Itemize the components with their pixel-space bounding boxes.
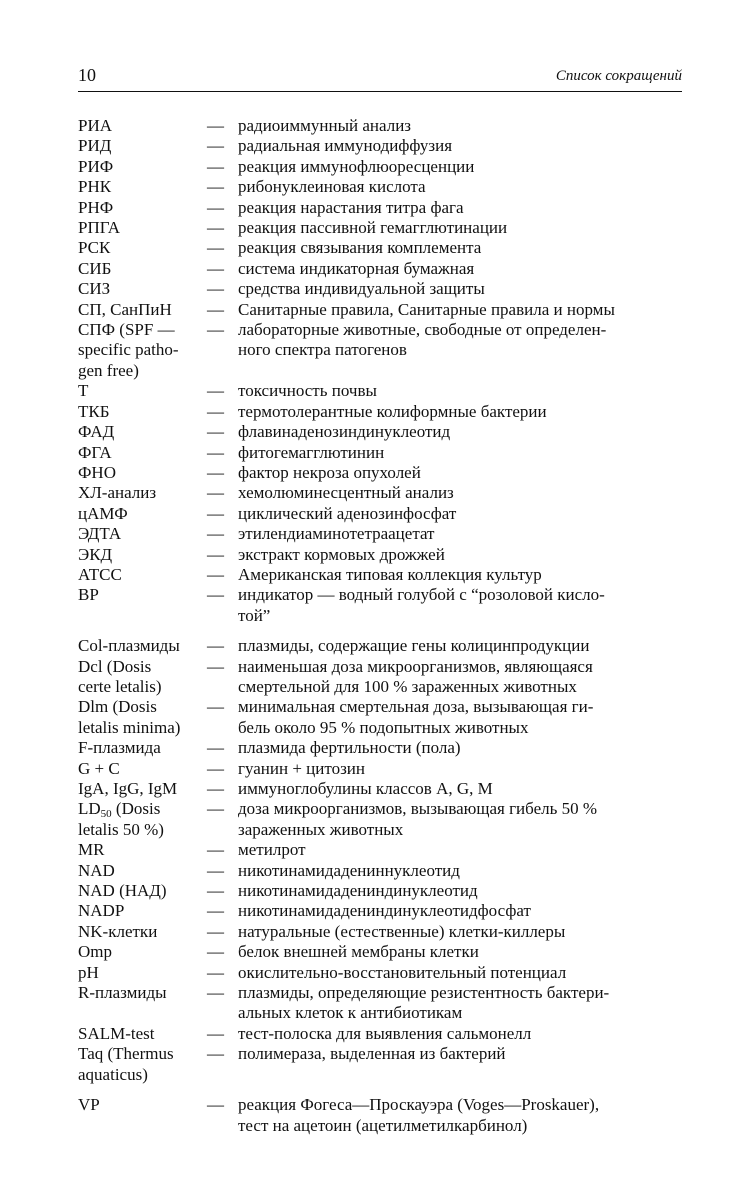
entry-dash: — xyxy=(207,656,224,676)
entry-dash: — xyxy=(207,921,224,941)
abbreviation-term: IgA, IgG, IgM xyxy=(78,779,178,798)
entry-dash: — xyxy=(207,1023,224,1043)
abbreviation-entry xyxy=(78,483,682,503)
abbreviation-definition: никотинамидадениндинуклеотид xyxy=(238,881,478,901)
entry-dash: — xyxy=(207,779,224,798)
abbreviation-definition: белок внешней мембраны клетки xyxy=(238,942,479,962)
abbreviation-definition: минимальная смертельная доза, вызывающая ги- бель около 95 % подопытных животных xyxy=(238,697,594,737)
entry-dash: — xyxy=(207,320,224,340)
entry-dash: — xyxy=(207,758,224,778)
abbreviation-term: ВР xyxy=(78,585,99,605)
entry-dash: — xyxy=(207,1044,224,1064)
abbreviation-definition: окислительно-восстановительный потенциал xyxy=(238,962,567,982)
entry-dash: — xyxy=(207,585,224,605)
abbreviation-term: MR xyxy=(78,840,105,860)
abbreviation-term: РНК xyxy=(78,177,112,197)
abbreviation-term: цАМФ xyxy=(78,503,128,523)
abbreviation-entry xyxy=(78,657,682,698)
entry-dash: — xyxy=(207,197,224,217)
abbreviation-definition: метилрот xyxy=(238,840,306,860)
abbreviation-entry xyxy=(78,402,682,422)
abbreviation-definition: плазмиды, содержащие гены колицинпродукции xyxy=(238,636,590,656)
entry-dash: — xyxy=(207,279,224,299)
abbreviation-entry xyxy=(78,238,682,258)
abbreviation-term-rest: (Dosis letalis 50 %) xyxy=(78,799,164,839)
abbreviation-entry xyxy=(78,116,682,136)
abbreviation-entry xyxy=(78,422,682,442)
entry-dash: — xyxy=(207,983,224,1003)
abbreviation-term: Dlm (Dosis letalis minima) xyxy=(78,697,181,737)
abbreviation-definition: система индикаторная бумажная xyxy=(238,258,475,278)
abbreviation-definition: иммуноглобулины классов A, G, M xyxy=(238,779,493,798)
entry-dash: — xyxy=(207,1095,224,1115)
abbreviation-definition: термотолерантные колиформные бактерии xyxy=(238,401,547,421)
entry-dash: — xyxy=(207,483,224,503)
abbreviation-term: РИА xyxy=(78,116,113,135)
abbreviation-term: Т xyxy=(78,381,89,401)
abbreviation-entry xyxy=(78,697,682,738)
entry-dash: — xyxy=(207,860,224,880)
abbreviation-definition: радиоиммунный анализ xyxy=(238,116,412,135)
abbreviation-definition: наименьшая доза микроорганизмов, являющаяся смертельной для 100 % зараженных животных xyxy=(238,656,593,696)
abbreviation-entry xyxy=(78,463,682,483)
abbreviation-term: pH xyxy=(78,962,99,982)
abbreviation-term: ХЛ-анализ xyxy=(78,483,157,503)
entry-dash: — xyxy=(207,564,224,584)
entry-dash: — xyxy=(207,901,224,921)
abbreviation-entry xyxy=(78,218,682,238)
abbreviation-entry xyxy=(78,177,682,197)
abbreviation-entry xyxy=(78,300,682,320)
abbreviation-term: ЭДТА xyxy=(78,524,122,544)
entry-dash: — xyxy=(207,881,224,901)
abbreviation-term: ФНО xyxy=(78,462,116,482)
abbreviation-entry xyxy=(78,320,682,381)
abbreviation-definition: хемолюминесцентный анализ xyxy=(238,483,454,503)
entry-dash: — xyxy=(207,422,224,442)
abbreviation-entry xyxy=(78,963,682,983)
entry-dash: — xyxy=(207,136,224,156)
entry-dash: — xyxy=(207,942,224,962)
abbreviation-term: G + C xyxy=(78,758,120,778)
entry-dash: — xyxy=(207,238,224,258)
abbreviation-entry xyxy=(78,157,682,177)
abbreviation-entry xyxy=(78,861,682,881)
abbreviation-term: NAD (НАД) xyxy=(78,881,167,901)
abbreviation-term-main: LD xyxy=(78,799,101,819)
entry-dash: — xyxy=(207,218,224,238)
abbreviation-definition: реакция связывания комплемента xyxy=(238,238,482,258)
entry-dash: — xyxy=(207,442,224,462)
page-header xyxy=(78,64,682,92)
entry-dash: — xyxy=(207,116,224,135)
abbreviation-term: Dcl (Dosis certe letalis) xyxy=(78,656,162,696)
abbreviation-entry xyxy=(78,1024,682,1044)
abbreviation-definition: реакция нарастания титра фага xyxy=(238,197,464,217)
abbreviation-term: NK-клетки xyxy=(78,921,158,941)
abbreviation-entry xyxy=(78,381,682,401)
abbreviation-term: SALM-test xyxy=(78,1023,155,1043)
entry-dash: — xyxy=(207,177,224,197)
abbreviation-definition: реакция пассивной гемагглютинации xyxy=(238,218,508,238)
entry-dash: — xyxy=(207,258,224,278)
abbreviation-term: РПГА xyxy=(78,218,120,238)
entry-dash: — xyxy=(207,381,224,401)
abbreviation-entry xyxy=(78,901,682,921)
entry-dash: — xyxy=(207,401,224,421)
abbreviation-definition: Санитарные правила, Санитарные правила и нормы xyxy=(238,299,615,319)
abbreviation-term: РНФ xyxy=(78,197,114,217)
abbreviation-definition: Американская типовая коллекция культур xyxy=(238,564,542,584)
abbreviation-definition: гуанин + цитозин xyxy=(238,758,365,778)
entry-dash: — xyxy=(207,962,224,982)
entry-dash: — xyxy=(207,799,224,819)
abbreviation-entry xyxy=(78,524,682,544)
abbreviation-term-subscript: 50 xyxy=(100,808,112,821)
abbreviation-entry xyxy=(78,1044,682,1085)
abbreviation-entry xyxy=(78,198,682,218)
abbreviation-entry xyxy=(78,504,682,524)
entry-dash: — xyxy=(207,840,224,860)
abbreviation-term: NAD xyxy=(78,860,115,880)
abbreviation-definition: реакция Фогеса—Проскауэра (Voges—Proskauer), тест на ацетоин (ацетилметилкарбинол) xyxy=(238,1095,600,1135)
entry-dash: — xyxy=(207,697,224,717)
abbreviation-definition: флавинаденозиндинуклеотид xyxy=(238,422,451,442)
abbreviation-definition: плазмиды, определяющие резистентность бактери- альных клеток к антибиотикам xyxy=(238,983,610,1023)
abbreviation-term: ФГА xyxy=(78,442,112,462)
abbreviation-term: СП, СанПиН xyxy=(78,299,172,319)
abbreviation-entry xyxy=(78,983,682,1024)
entry-dash: — xyxy=(207,544,224,564)
abbreviation-term: ЭКД xyxy=(78,544,113,564)
abbreviation-definition: этилендиаминотетраацетат xyxy=(238,524,435,544)
abbreviation-term: РИД xyxy=(78,136,112,156)
abbreviation-term: СПФ (SPF — specific patho- gen free) xyxy=(78,320,179,380)
abbreviation-list xyxy=(78,116,682,1136)
abbreviation-entry xyxy=(78,779,682,799)
abbreviation-entry xyxy=(78,279,682,299)
abbreviation-definition: лабораторные животные, свободные от определен- ного спектра патогенов xyxy=(238,320,607,360)
page-number: 10 xyxy=(78,65,96,85)
abbreviation-definition: плазмида фертильности (пола) xyxy=(238,738,461,758)
abbreviation-term: R-плазмиды xyxy=(78,983,167,1003)
abbreviation-definition: никотинамидадениннуклеотид xyxy=(238,860,460,880)
abbreviation-definition: индикатор — водный голубой с “розоловой кисло- той” xyxy=(238,585,605,625)
abbreviation-entry xyxy=(78,759,682,779)
abbreviation-definition: полимераза, выделенная из бактерий xyxy=(238,1044,506,1064)
entry-dash: — xyxy=(207,299,224,319)
abbreviation-definition: реакция иммунофлюоресценции xyxy=(238,156,475,176)
running-title: Список сокращений xyxy=(555,68,682,84)
abbreviation-definition: средства индивидуальной защиты xyxy=(238,279,485,299)
abbreviation-definition: тест-полоска для выявления сальмонелл xyxy=(238,1023,532,1043)
abbreviation-term: СИБ xyxy=(78,258,112,278)
abbreviation-definition: фактор некроза опухолей xyxy=(238,462,421,482)
abbreviation-entry xyxy=(78,840,682,860)
abbreviation-definition: рибонуклеиновая кислота xyxy=(238,177,426,197)
entry-dash: — xyxy=(207,738,224,758)
abbreviation-entry xyxy=(78,1095,682,1136)
abbreviation-definition: экстракт кормовых дрожжей xyxy=(238,544,445,564)
entry-dash: — xyxy=(207,636,224,656)
abbreviation-term: СИЗ xyxy=(78,279,111,299)
abbreviation-definition: натуральные (естественные) клетки-киллеры xyxy=(238,921,566,941)
abbreviation-entry xyxy=(78,799,682,840)
abbreviation-definition: доза микроорганизмов, вызывающая гибель 50 % зараженных животных xyxy=(238,799,598,839)
abbreviation-term: АТСС xyxy=(78,564,122,584)
abbreviation-term: VP xyxy=(78,1095,100,1115)
abbreviation-term: Taq (Thermus aquaticus) xyxy=(78,1044,174,1084)
abbreviation-definition: токсичность почвы xyxy=(238,381,377,401)
abbreviation-term xyxy=(78,799,207,840)
abbreviation-entry xyxy=(78,738,682,758)
abbreviation-entry xyxy=(78,636,682,656)
entry-dash: — xyxy=(207,524,224,544)
header-rule xyxy=(78,91,682,92)
abbreviation-entry xyxy=(78,585,682,626)
abbreviation-entry xyxy=(78,136,682,156)
entry-dash: — xyxy=(207,156,224,176)
entry-dash: — xyxy=(207,503,224,523)
entry-dash: — xyxy=(207,462,224,482)
abbreviation-definition: радиальная иммунодиффузия xyxy=(238,136,453,156)
abbreviation-term: Omp xyxy=(78,942,112,962)
abbreviation-term: ФАД xyxy=(78,422,115,442)
abbreviation-term: ТКБ xyxy=(78,401,110,421)
abbreviation-entry xyxy=(78,942,682,962)
abbreviation-entry xyxy=(78,545,682,565)
abbreviation-term: NADP xyxy=(78,901,125,921)
abbreviation-entry xyxy=(78,922,682,942)
abbreviation-term: РСК xyxy=(78,238,111,258)
abbreviation-entry xyxy=(78,259,682,279)
abbreviation-term: F-плазмида xyxy=(78,738,161,758)
abbreviation-definition: фитогемагглютинин xyxy=(238,442,385,462)
abbreviation-definition: циклический аденозинфосфат xyxy=(238,503,457,523)
abbreviation-term: РИФ xyxy=(78,156,114,176)
abbreviation-entry xyxy=(78,565,682,585)
abbreviation-entry xyxy=(78,443,682,463)
abbreviation-entry xyxy=(78,881,682,901)
abbreviation-term: Col-плазмиды xyxy=(78,636,180,656)
abbreviation-definition: никотинамидадениндинуклеотидфосфат xyxy=(238,901,531,921)
